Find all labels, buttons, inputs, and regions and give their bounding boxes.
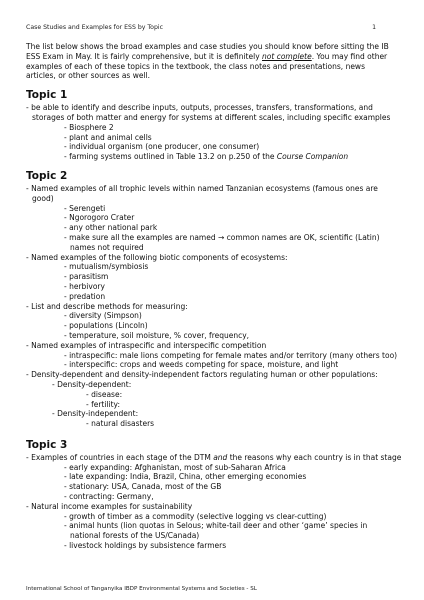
topic-3-line	[26, 452, 402, 463]
list-item: - stationary: USA, Canada, most of the GB	[64, 482, 222, 492]
list-item: - parasitism	[64, 272, 109, 282]
list-item: - natural disasters	[86, 419, 155, 429]
topic-2-heading: Topic 2	[26, 169, 68, 182]
farming-text: - farming systems outlined in Table 13.2 on p.250 of the	[64, 152, 277, 162]
page-header	[26, 24, 376, 31]
list-item: - Density-dependent:	[52, 379, 132, 389]
list-item-farming	[26, 152, 396, 162]
list-item: - diversity (Simpson)	[64, 311, 142, 321]
topic-2-line: - Density-dependent and density-independent factors regulating human or other populations:	[26, 370, 378, 380]
document-body	[26, 42, 402, 551]
topic-2-line: - Named examples of the following biotic components of ecosystems:	[26, 252, 288, 262]
list-item: - interspecific: crops and weeds competing for space, moisture, and light	[64, 360, 339, 370]
dtm-text-1: - Examples of countries in each stage of the DTM	[26, 452, 214, 462]
list-item: - Serengeti	[64, 203, 106, 213]
farming-book-title: Course Companion	[276, 152, 349, 162]
list-item: - any other national park	[64, 223, 158, 233]
topic-2-line: - List and describe methods for measuring:	[26, 301, 188, 311]
intro-emphasis: not complete	[262, 51, 312, 61]
list-item: - populations (Lincoln)	[64, 321, 148, 331]
list-item: - fertility:	[86, 399, 120, 409]
intro-text-2: . You may find other examples of each of these topics in the textbook, the class notes and presentations, news articles, or other sources as well.	[26, 51, 388, 81]
intro-paragraph	[26, 42, 396, 81]
list-item: - plant and animal cells	[64, 132, 152, 142]
list-item: - Biosphere 2	[64, 122, 114, 132]
list-item: - Ngorogoro Crater	[64, 213, 135, 223]
topic-3-line: - Natural income examples for sustainability	[26, 501, 193, 511]
list-item: - late expanding: India, Brazil, China, other emerging economies	[64, 472, 307, 482]
page-footer: International School of Tanganyika IBDP Environmental Systems and Societies - SL	[26, 586, 257, 592]
list-item: - temperature, soil moisture, % cover, frequency,	[64, 330, 250, 340]
topic-1-line: - be able to identify and describe inputs, outputs, processes, transfers, transformations, and storages of both matter and energy for systems at different scales, including specific examples	[26, 103, 391, 122]
list-item: - intraspecific: male lions competing for female mates and/or territory (many others too)	[64, 350, 398, 360]
page-number: 1	[372, 24, 376, 31]
topic-2-line: - Named examples of intraspecific and interspecific competition	[26, 340, 267, 350]
list-item: - disease:	[86, 389, 123, 399]
list-item: - individual organism (one producer, one consumer)	[64, 142, 260, 152]
list-item: - livestock holdings by subsistence farmers	[64, 541, 227, 551]
dtm-text-2: the reasons why each country is in that stage	[227, 452, 402, 462]
list-item: - growth of timber as a commodity (selective logging vs clear-cutting)	[64, 511, 327, 521]
header-title: Case Studies and Examples for ESS by Topic	[26, 24, 163, 31]
topic-2-line: - Named examples of all trophic levels within named Tanzanian ecosystems (famous ones are good)	[26, 183, 378, 203]
list-item: - mutualism/symbiosis	[64, 262, 149, 272]
dtm-emphasis: and	[213, 452, 228, 462]
list-item: - herbivory	[64, 281, 105, 291]
list-item: - early expanding: Afghanistan, most of sub-Saharan Africa	[64, 462, 286, 472]
list-item: - predation	[64, 291, 106, 301]
list-item: - make sure all the examples are named → common names are OK, scientific (Latin) names not required	[64, 232, 380, 252]
intro-text-1: The list below shows the broad examples and case studies you should know before sitting the IB ESS Exam in May. It is fairly comprehensive, but it is definitely	[26, 42, 389, 61]
list-item: - Density-independent:	[52, 409, 139, 419]
topic-1-heading: Topic 1	[26, 89, 68, 102]
list-item: - animal hunts (lion quotas in Selous; white-tail deer and other ‘game’ species in national forests of the US/Canada)	[64, 521, 368, 541]
topic-3-heading: Topic 3	[26, 438, 68, 451]
list-item: - contracting: Germany,	[64, 492, 154, 502]
